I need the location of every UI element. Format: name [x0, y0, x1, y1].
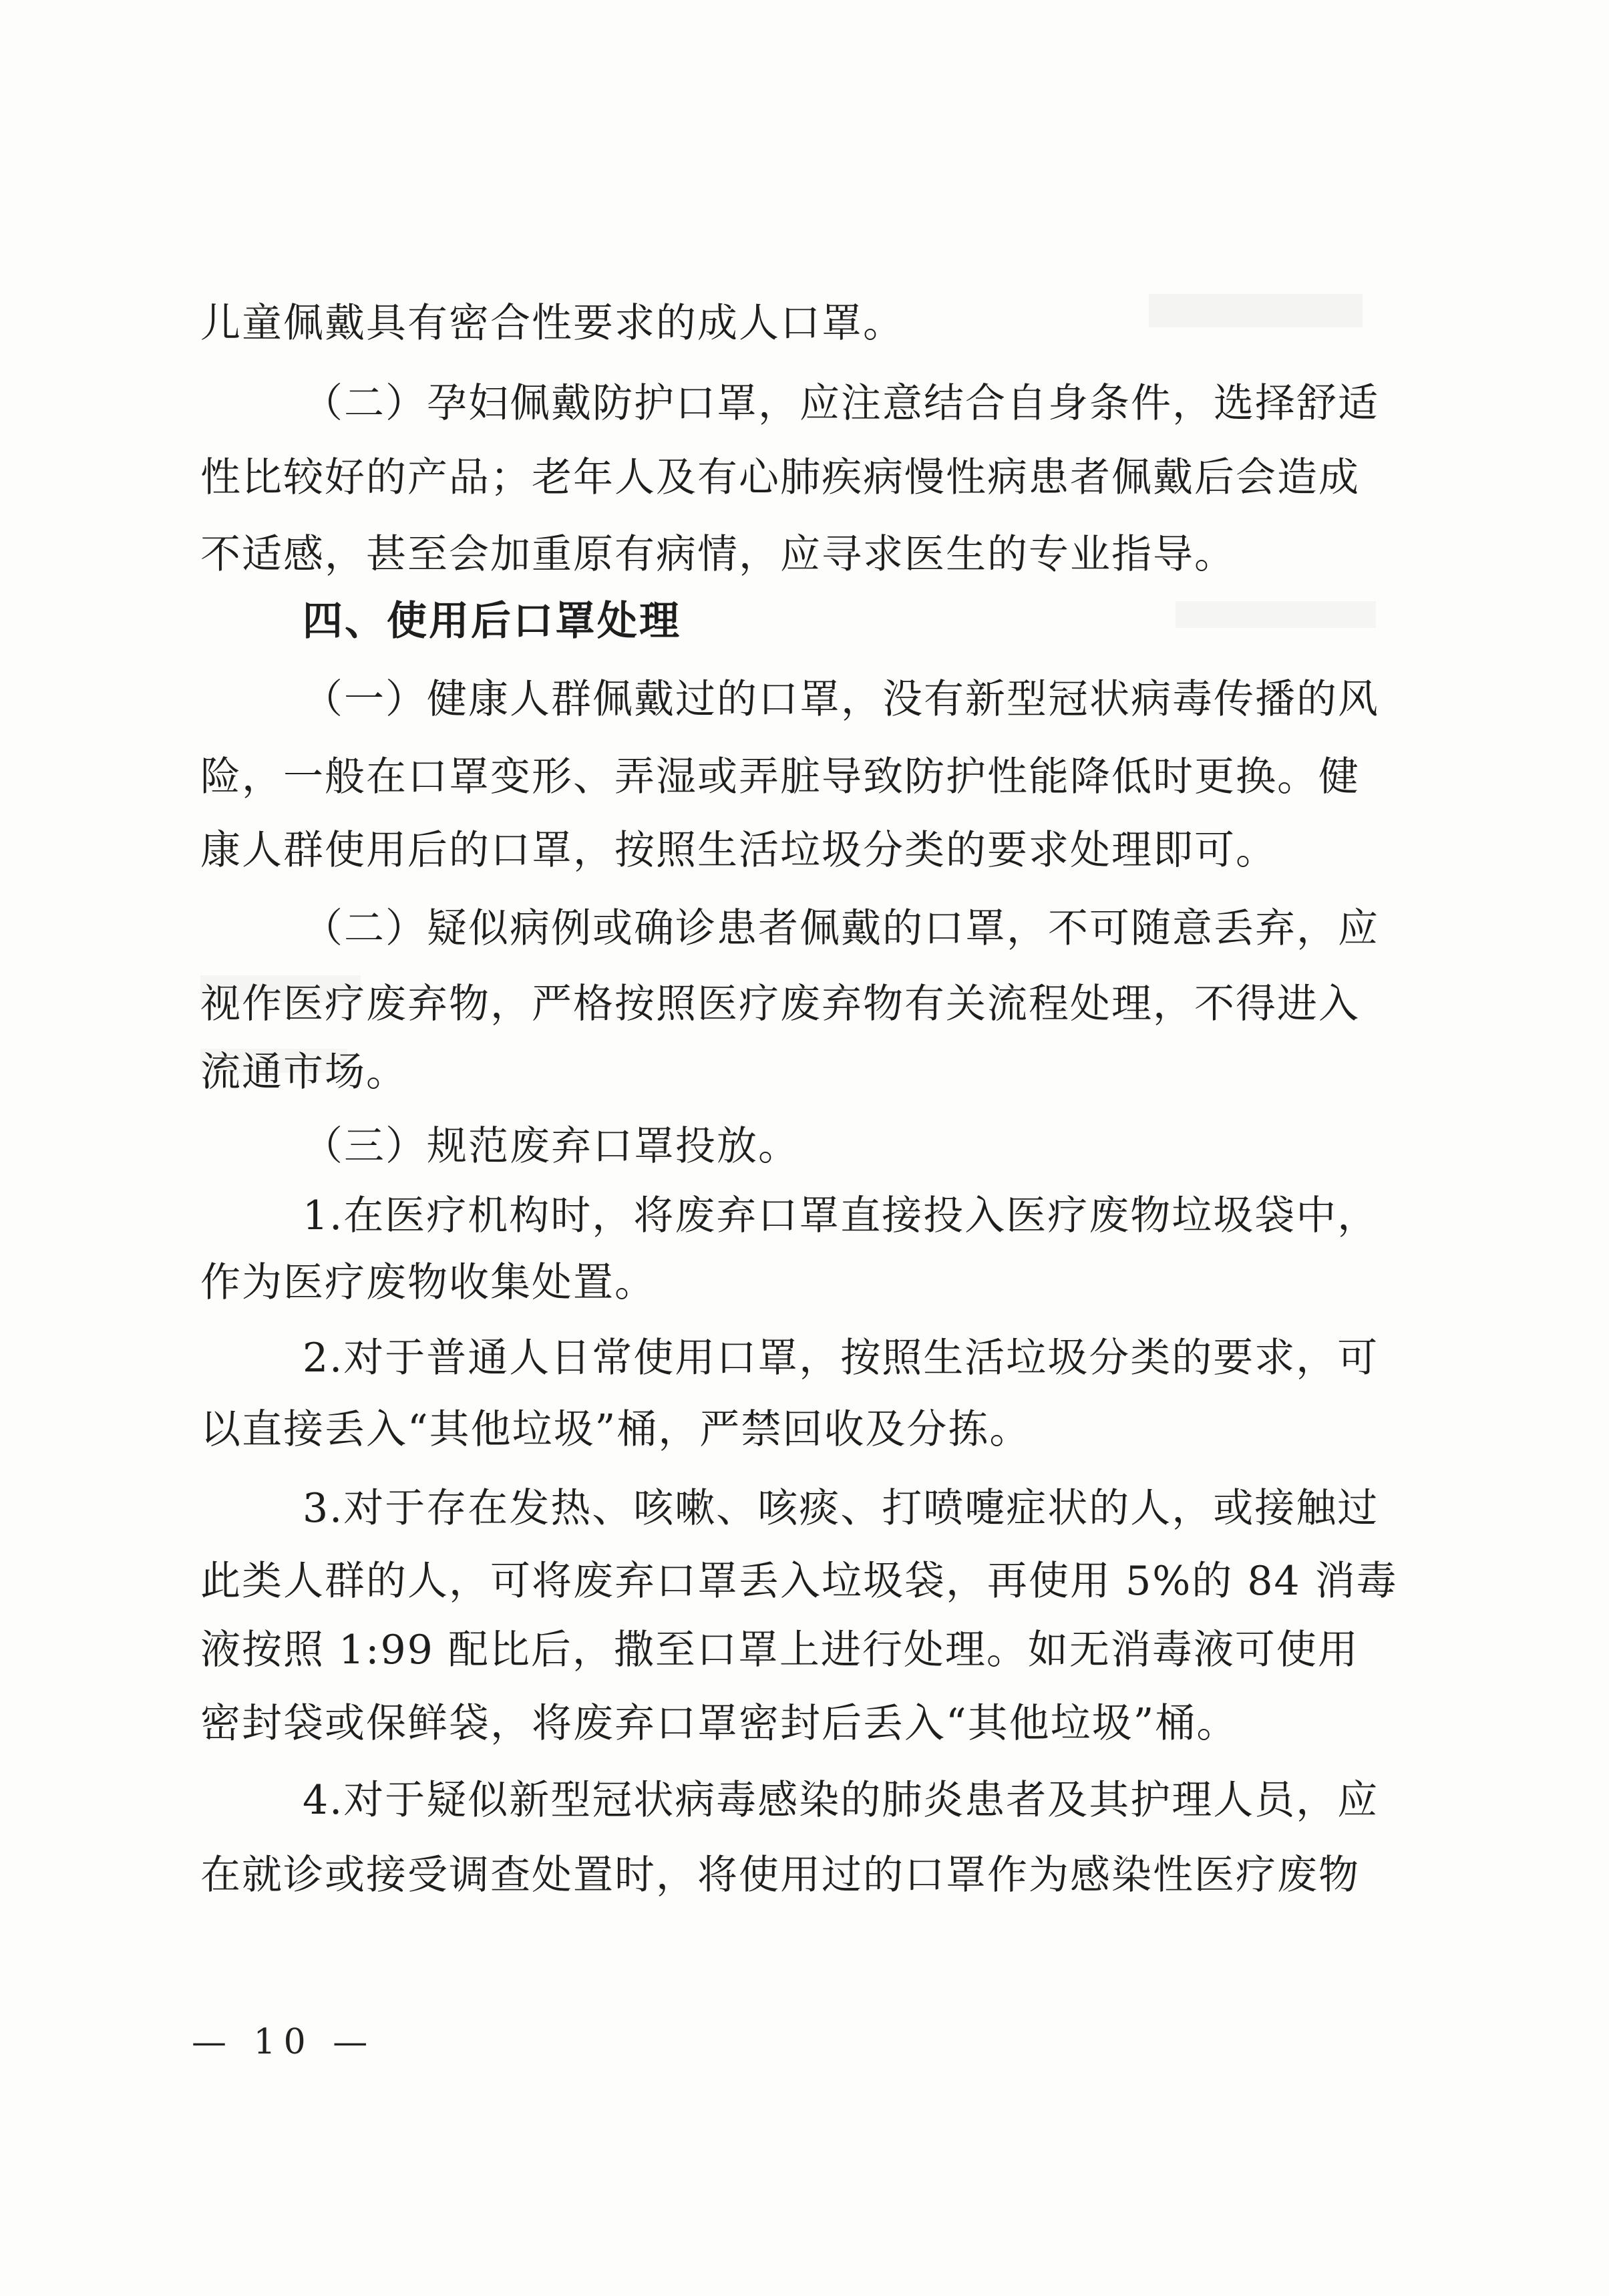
body-line: （一）健康人群佩戴过的口罩，没有新型冠状病毒传播的风 [303, 676, 1379, 723]
body-line: （三）规范废弃口罩投放。 [303, 1123, 799, 1170]
body-line: 流通市场。 [200, 1049, 407, 1096]
bleed-through-mark [1149, 294, 1363, 327]
body-line: 3.对于存在发热、咳嗽、咳痰、打喷嚏症状的人，或接触过 [303, 1485, 1379, 1532]
page-number: — 10 — [192, 2022, 376, 2062]
body-line: （二）疑似病例或确诊患者佩戴的口罩，不可随意丢弃，应 [303, 905, 1379, 952]
body-line: 险，一般在口罩变形、弄湿或弄脏导致防护性能降低时更换。健 [200, 754, 1360, 800]
body-line: 密封袋或保鲜袋，将废弃口罩密封后丢入“其他垃圾”桶。 [200, 1700, 1238, 1747]
body-line: 4.对于疑似新型冠状病毒感染的肺炎患者及其护理人员，应 [303, 1777, 1379, 1824]
body-line: 性比较好的产品；老年人及有心肺疾病慢性病患者佩戴后会造成 [200, 454, 1360, 501]
body-line: 此类人群的人，可将废弃口罩丢入垃圾袋，再使用 5%的 84 消毒 [200, 1558, 1398, 1605]
bleed-through-mark [1176, 601, 1376, 628]
body-line: 视作医疗废弃物，严格按照医疗废弃物有关流程处理，不得进入 [200, 981, 1360, 1027]
body-line: （二）孕妇佩戴防护口罩，应注意结合自身条件，选择舒适 [303, 380, 1379, 427]
body-line: 1.在医疗机构时，将废弃口罩直接投入医疗废物垃圾袋中， [303, 1192, 1379, 1239]
body-line: 儿童佩戴具有密合性要求的成人口罩。 [200, 300, 904, 347]
body-line: 以直接丢入“其他垃圾”桶，严禁回收及分拣。 [200, 1406, 1031, 1453]
body-line: 2.对于普通人日常使用口罩，按照生活垃圾分类的要求，可 [303, 1335, 1379, 1381]
body-line: 不适感，甚至会加重原有病情，应寻求医生的专业指导。 [200, 531, 1236, 578]
section-heading: 四、使用后口罩处理 [303, 598, 681, 645]
body-line: 康人群使用后的口罩，按照生活垃圾分类的要求处理即可。 [200, 827, 1277, 874]
body-line: 在就诊或接受调查处置时，将使用过的口罩作为感染性医疗废物 [200, 1852, 1360, 1899]
body-line: 作为医疗废物收集处置。 [200, 1259, 656, 1306]
body-line: 液按照 1:99 配比后，撒至口罩上进行处理。如无消毒液可使用 [200, 1627, 1359, 1673]
